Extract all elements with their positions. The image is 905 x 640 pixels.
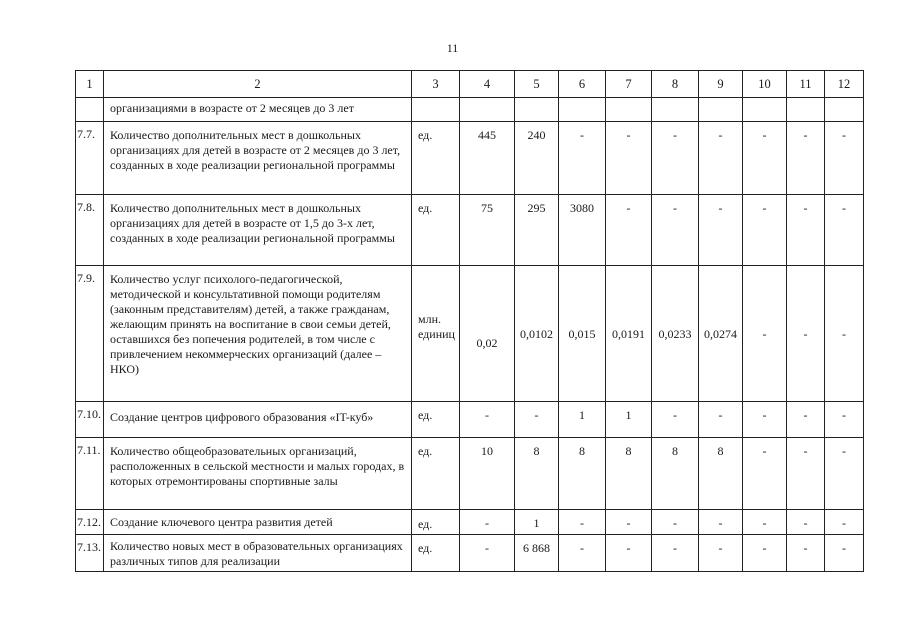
row-value — [460, 98, 515, 122]
row-value: 8 — [699, 438, 743, 510]
row-value: - — [460, 535, 515, 572]
row-number: 7.8. — [76, 195, 104, 266]
row-value: - — [825, 535, 864, 572]
row-value: - — [825, 122, 864, 195]
row-value: - — [652, 195, 699, 266]
row-number: 7.7. — [76, 122, 104, 195]
row-value: 8 — [515, 438, 559, 510]
row-unit: ед. — [412, 438, 460, 510]
column-header: 2 — [104, 71, 412, 98]
row-value: - — [652, 535, 699, 572]
row-value: 3080 — [559, 195, 606, 266]
row-value: - — [787, 266, 825, 402]
row-value: - — [699, 535, 743, 572]
table-row — [76, 535, 864, 572]
row-value — [699, 98, 743, 122]
row-value: - — [787, 510, 825, 535]
row-value: 0,015 — [559, 266, 606, 402]
row-value: 0,0191 — [606, 266, 652, 402]
row-value — [743, 98, 787, 122]
column-header: 5 — [515, 71, 559, 98]
row-value: - — [787, 122, 825, 195]
row-value: - — [699, 402, 743, 438]
row-value: - — [743, 122, 787, 195]
row-value: 0,0274 — [699, 266, 743, 402]
row-value: - — [787, 195, 825, 266]
row-value: 1 — [515, 510, 559, 535]
row-value: - — [652, 122, 699, 195]
row-value: - — [515, 402, 559, 438]
column-header: 12 — [825, 71, 864, 98]
row-description: организациями в возрасте от 2 месяцев до 3 лет — [104, 98, 412, 122]
row-value: 295 — [515, 195, 559, 266]
column-header: 10 — [743, 71, 787, 98]
row-value: 0,0233 — [652, 266, 699, 402]
row-description: Создание ключевого центра развития детей — [104, 510, 412, 535]
row-value: - — [460, 510, 515, 535]
table-row — [76, 266, 864, 402]
row-value: - — [787, 535, 825, 572]
row-value — [787, 98, 825, 122]
row-value: - — [652, 402, 699, 438]
row-description: Количество новых мест в образовательных организациях различных типов для реализации — [104, 535, 412, 572]
table-row — [76, 122, 864, 195]
row-unit: млн. единиц — [412, 266, 460, 402]
row-value: 75 — [460, 195, 515, 266]
row-number: 7.12. — [76, 510, 104, 535]
row-value: - — [606, 510, 652, 535]
row-value: - — [743, 510, 787, 535]
row-unit: ед. — [412, 535, 460, 572]
column-header: 11 — [787, 71, 825, 98]
row-value: - — [606, 535, 652, 572]
row-unit: ед. — [412, 195, 460, 266]
row-number: 7.11. — [76, 438, 104, 510]
row-value: - — [787, 402, 825, 438]
row-value — [559, 98, 606, 122]
row-value: - — [825, 510, 864, 535]
column-header: 6 — [559, 71, 606, 98]
row-value: - — [559, 510, 606, 535]
row-value: 1 — [606, 402, 652, 438]
table-row — [76, 98, 864, 122]
row-value: - — [699, 122, 743, 195]
row-unit: ед. — [412, 122, 460, 195]
row-value: - — [743, 438, 787, 510]
table-row — [76, 402, 864, 438]
row-value: 8 — [652, 438, 699, 510]
column-header: 8 — [652, 71, 699, 98]
row-value: - — [825, 195, 864, 266]
table-row — [76, 195, 864, 266]
row-unit: ед. — [412, 510, 460, 535]
row-value: - — [699, 195, 743, 266]
row-value: 10 — [460, 438, 515, 510]
row-description: Количество общеобразовательных организаций, расположенных в сельской местности и малых городах, в которых отремонтированы спортивные залы — [104, 438, 412, 510]
row-value: - — [825, 266, 864, 402]
row-number: 7.13. — [76, 535, 104, 572]
row-value: - — [460, 402, 515, 438]
row-description: Количество дополнительных мест в дошкольных организациях для детей в возрасте от 1,5 до 3-х лет, созданных в ходе реализации региональной программы — [104, 195, 412, 266]
row-number: 7.9. — [76, 266, 104, 402]
row-description: Количество дополнительных мест в дошкольных организациях для детей в возрасте от 2 месяцев до 3 лет, созданных в ходе реализации региональной программы — [104, 122, 412, 195]
row-value: - — [743, 402, 787, 438]
row-value: - — [559, 535, 606, 572]
row-value: - — [559, 122, 606, 195]
row-value: 445 — [460, 122, 515, 195]
row-value: - — [825, 402, 864, 438]
row-value: - — [743, 195, 787, 266]
row-unit — [412, 98, 460, 122]
column-header: 7 — [606, 71, 652, 98]
column-header: 1 — [76, 71, 104, 98]
row-value: - — [743, 535, 787, 572]
table-row — [76, 438, 864, 510]
indicators-table — [75, 70, 864, 572]
row-value: - — [743, 266, 787, 402]
row-value: 0,02 — [460, 266, 515, 402]
row-value — [825, 98, 864, 122]
row-description: Количество услуг психолого-педагогической, методической и консультативной помощи родителям (законным представителям) детей, а также гражданам, желающим принять на воспитание в свои семьи детей, оставшихся без попечения родителей, в том числе с привлечением некоммерческих организаций (далее – НКО) — [104, 266, 412, 402]
row-value: 0,0102 — [515, 266, 559, 402]
row-value — [652, 98, 699, 122]
table-row — [76, 510, 864, 535]
row-value: 8 — [559, 438, 606, 510]
row-value: - — [787, 438, 825, 510]
row-value: - — [606, 122, 652, 195]
row-number — [76, 98, 104, 122]
column-header: 4 — [460, 71, 515, 98]
row-unit: ед. — [412, 402, 460, 438]
row-value — [606, 98, 652, 122]
row-value: - — [606, 195, 652, 266]
row-value: 1 — [559, 402, 606, 438]
row-number: 7.10. — [76, 402, 104, 438]
row-value: - — [652, 510, 699, 535]
row-description: Создание центров цифрового образования «IT-куб» — [104, 402, 412, 438]
column-header: 3 — [412, 71, 460, 98]
row-value: 8 — [606, 438, 652, 510]
row-value: 6 868 — [515, 535, 559, 572]
row-value: - — [699, 510, 743, 535]
row-value: - — [825, 438, 864, 510]
row-value: 240 — [515, 122, 559, 195]
row-value — [515, 98, 559, 122]
column-header: 9 — [699, 71, 743, 98]
header-row — [76, 71, 864, 98]
page-number: 11 — [446, 41, 459, 55]
